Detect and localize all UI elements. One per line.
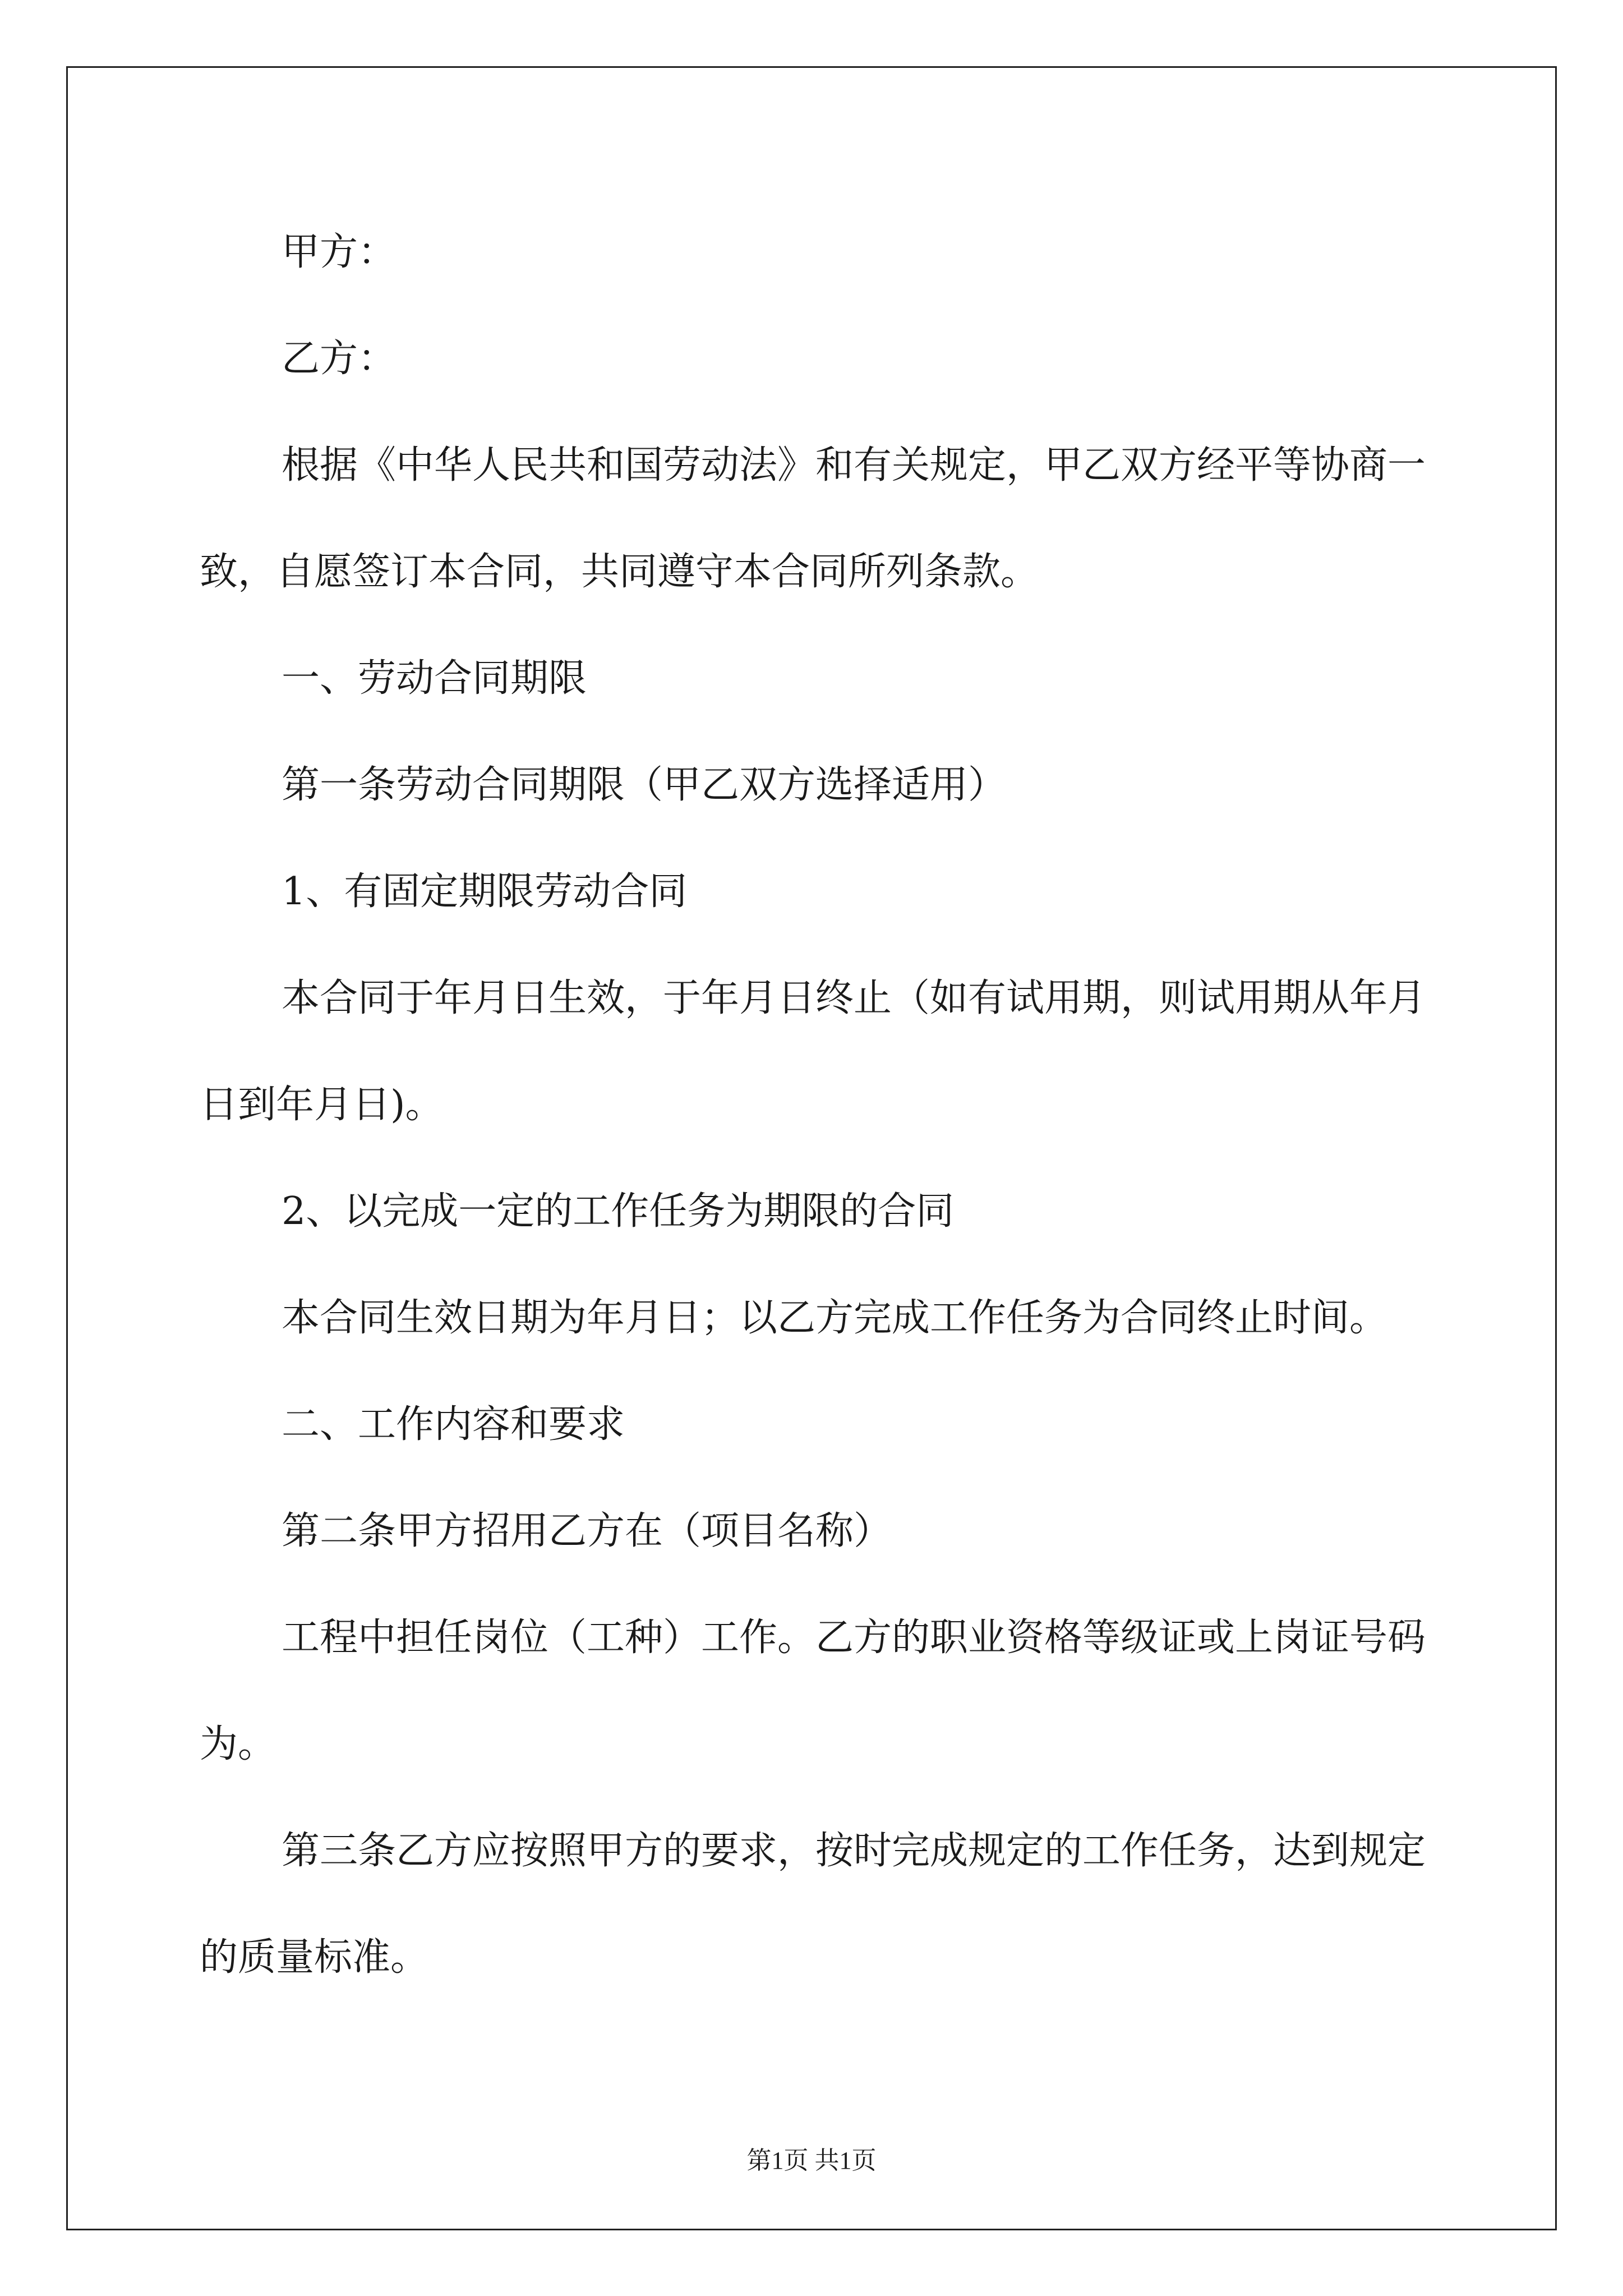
page-number-footer: 第1页 共1页 (746, 2147, 877, 2174)
clause-1-title: 1、有固定期限劳动合同 (282, 869, 688, 914)
preamble-paragraph: 根据《中华人民共和国劳动法》和有关规定，甲乙双方经平等协商一致，自愿签订本合同，共同遵守本合同所列条款。 (200, 443, 1426, 594)
clause-2-title: 2、以完成一定的工作任务为期限的合同 (282, 1189, 955, 1234)
party-b-line: 乙方： (282, 337, 396, 381)
clause-2-text: 本合同生效日期为年月日；以乙方完成工作任务为合同终止时间。 (282, 1296, 1388, 1340)
article-2-text: 工程中担任岗位（工种）工作。乙方的职业资格等级证或上岗证号码为。 (200, 1616, 1426, 1766)
section-heading-1: 一、劳动合同期限 (282, 656, 587, 701)
article-1-heading: 第一条劳动合同期限（甲乙双方选择适用） (282, 763, 1007, 807)
article-3-text: 第三条乙方应按照甲方的要求，按时完成规定的工作任务，达到规定的质量标准。 (200, 1829, 1426, 1980)
clause-1-text: 本合同于年月日生效，于年月日终止（如有试用期，则试用期从年月日到年月日)。 (200, 976, 1426, 1127)
article-2-heading: 第二条甲方招用乙方在（项目名称） (282, 1509, 892, 1553)
party-a-line: 甲方： (282, 230, 396, 274)
section-heading-2: 二、工作内容和要求 (282, 1402, 625, 1447)
